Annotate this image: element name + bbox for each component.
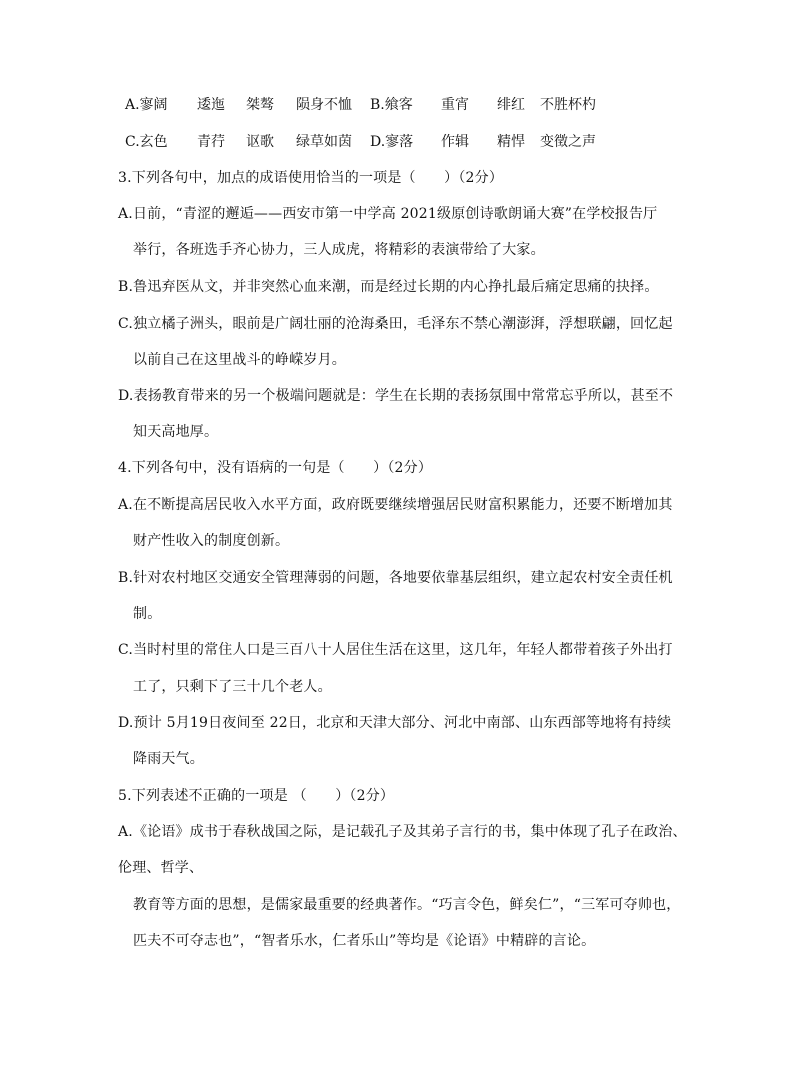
q3-option-a-line-2: 举行，各班选手齐心协力，三人成虎，将精彩的表演带给了大家。 (133, 242, 545, 258)
q3-stem: 3.下列各句中，加点的成语使用恰当的一项是（ ）（2分） (118, 170, 504, 186)
q3-option-d-line-1: D.表扬教育带来的另一个极端问题就是：学生在长期的表扬氛围中常常忘乎所以，甚至不 (118, 388, 674, 404)
q4-option-a-line-1: A.在不断提高居民收入水平方面，政府既要继续增强居民财富积累能力，还要不断增加其 (118, 497, 673, 513)
q2-option-b-word-3: 绯红 (497, 97, 525, 113)
q4-stem: 4.下列各句中，没有语病的一句是（ ）（2分） (118, 460, 433, 476)
q4-option-d-line-2: 降雨天气。 (133, 751, 204, 767)
q5-option-a-line-1: A.《论语》成书于春秋战国之际，是记载孔子及其弟子言行的书，集中体现了孔子在政治、 (118, 824, 687, 840)
q3-option-d-line-2: 知天高地厚。 (133, 424, 219, 440)
q2-option-c-word-3: 讴歌 (246, 134, 274, 150)
q3-option-a-line-1: A.日前，“青涩的邂逅——西安市第一中学高 2021级原创诗歌朗诵大赛”在学校报告厅 (118, 206, 658, 222)
q2-option-d-word-3: 精悍 (497, 134, 525, 150)
q5-option-a-line-3: 教育等方面的思想，是儒家最重要的经典著作。“巧言令色，鲜矣仁”，“三军可夺帅也， (133, 897, 681, 913)
q5-stem: 5.下列表述不正确的一项是 （ ）（2分） (118, 788, 395, 804)
q4-option-b-line-1: B.针对农村地区交通安全管理薄弱的问题，各地要依靠基层组织，建立起农村安全责任机 (118, 570, 673, 586)
q2-option-a-word-4: 陨身不恤 (296, 97, 352, 113)
q2-option-a-word-3: 桀骜 (246, 97, 274, 113)
q2-option-d-word-2: 作辑 (441, 134, 469, 150)
q3-option-c-line-2: 以前自己在这里战斗的峥嵘岁月。 (133, 352, 346, 368)
q4-option-b-line-2: 制。 (133, 606, 162, 622)
q3-option-c-line-1: C.独立橘子洲头，眼前是广阔壮丽的沧海桑田，毛泽东不禁心潮澎湃，浮想联翩，回忆起 (118, 316, 673, 332)
q2-option-c-word-1: C.玄色 (125, 134, 168, 150)
q2-option-b-word-1: B.飨客 (370, 97, 413, 113)
q2-option-d-word-4: 变徵之声 (540, 134, 596, 150)
q2-option-a-word-1: A.寥阔 (125, 97, 168, 113)
q2-option-d-word-1: D.寥落 (370, 134, 414, 150)
q4-option-c-line-1: C.当时村里的常住人口是三百八十人居住生活在这里，这几年，年轻人都带着孩子外出打 (118, 642, 673, 658)
q2-option-c-word-4: 绿草如茵 (296, 134, 352, 150)
q2-option-c-word-2: 青荇 (197, 134, 225, 150)
q2-option-b-word-2: 重宵 (441, 97, 469, 113)
q4-option-a-line-2: 财产性收入的制度创新。 (133, 533, 290, 549)
q5-option-a-line-4: 匹夫不可夺志也”，“智者乐水，仁者乐山”等均是《论语》中精辟的言论。 (133, 933, 596, 949)
q5-option-a-line-2: 伦理、哲学、 (118, 860, 204, 876)
q2-option-a-word-2: 逶迤 (197, 97, 225, 113)
q4-option-c-line-2: 工了，只剩下了三十几个老人。 (133, 679, 332, 695)
q3-option-b-line-1: B.鲁迅弃医从文，并非突然心血来潮，而是经过长期的内心挣扎最后痛定思痛的抉择。 (118, 279, 659, 295)
q4-option-d-line-1: D.预计 5月19日夜间至 22日，北京和天津大部分、河北中南部、山东西部等地将有持续 (118, 715, 672, 731)
q2-option-b-word-4: 不胜杯杓 (540, 97, 596, 113)
